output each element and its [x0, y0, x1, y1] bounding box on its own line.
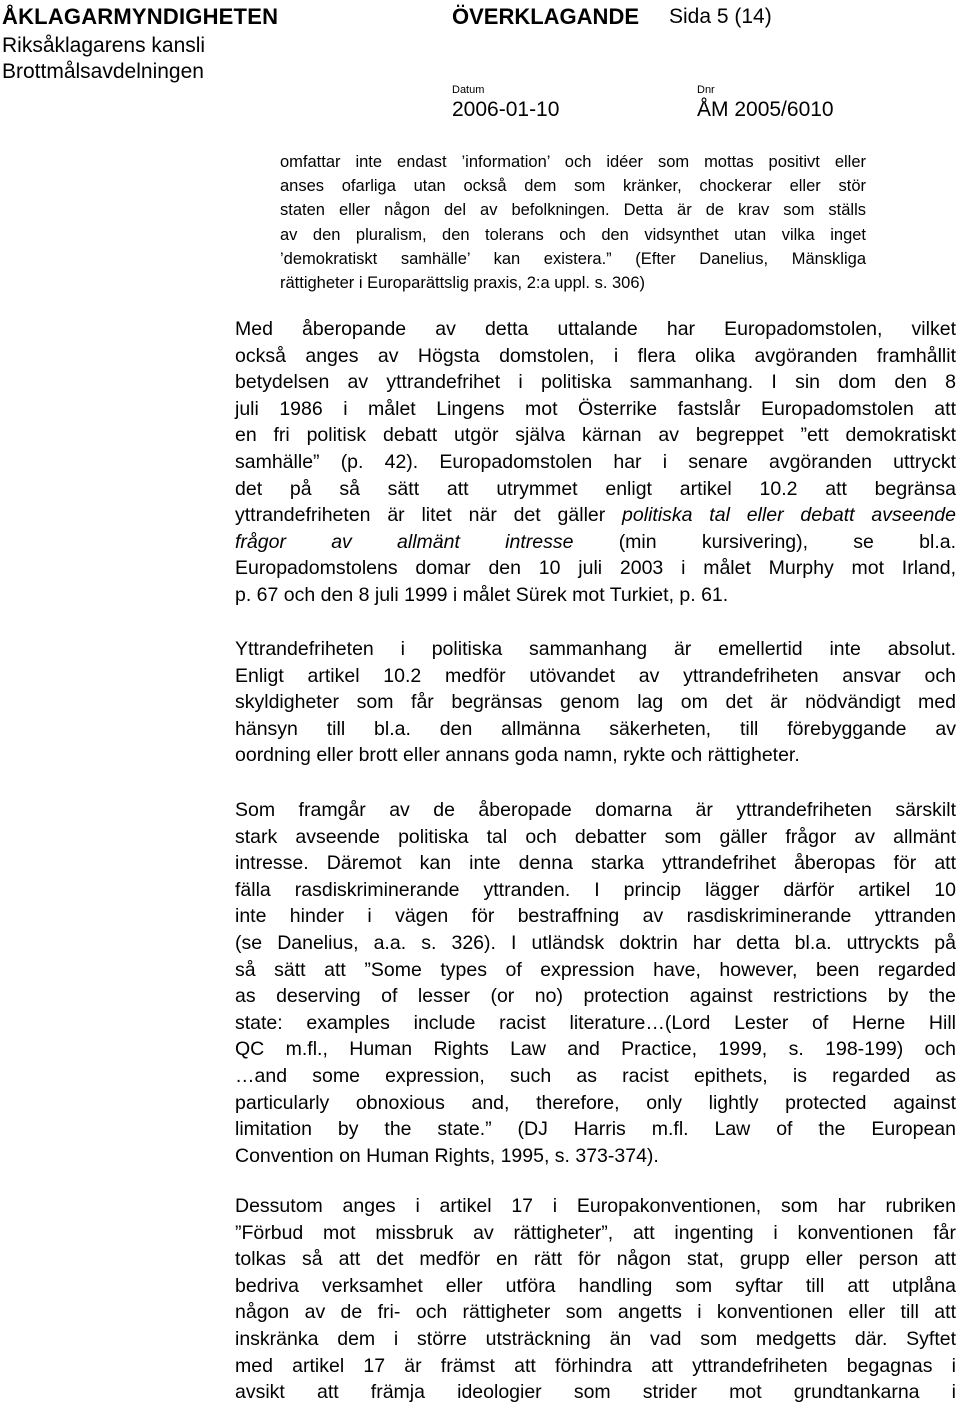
date-value: 2006-01-10	[452, 98, 560, 121]
text-line: en fri politisk debatt utgör själva kärnan av begreppet ”ett demokratiskt	[235, 424, 956, 447]
text-line: inte hinder i vägen för bestraffning av rasdiskriminerande yttranden	[235, 905, 956, 928]
quote-line: staten eller någon del av befolkningen. Detta är de krav som ställs	[280, 201, 866, 220]
text-line: …and some expression, such as racist epithets, is regarded as	[235, 1064, 956, 1087]
text-line: (se Danelius, a.a. s. 326). I utländsk doktrin har detta bl.a. uttryckts på	[235, 931, 956, 954]
text-segment: (min kursivering), se bl.a.	[573, 530, 956, 553]
quote-block	[280, 150, 866, 295]
text-line: bedriva verksamhet eller utföra handling som syftar till att utplåna	[235, 1274, 956, 1297]
text-line: state: examples include racist literature…(Lord Lester of Herne Hill	[235, 1011, 956, 1034]
document-type: ÖVERKLAGANDE	[452, 4, 640, 29]
quote-line: anses ofarliga utan också dem som kränker, chockerar eller stör	[280, 177, 866, 196]
paragraph-1	[235, 316, 956, 609]
italic-emphasis: politiska tal eller debatt avseende	[622, 504, 956, 527]
department-name: Riksåklagarens kansli	[2, 34, 206, 57]
text-line: ”Förbud mot missbruk av rättigheter”, att ingenting i konventionen får	[235, 1221, 956, 1244]
text-line: samhälle” (p. 42). Europadomstolen har i senare avgöranden uttryckt	[235, 450, 956, 473]
text-line: oordning eller brott eller annans goda namn, rykte och rättigheter.	[235, 744, 800, 767]
quote-line: av den pluralism, den tolerans och den vidsynthet utan vilka inget	[280, 225, 866, 244]
division-name: Brottmålsavdelningen	[2, 60, 204, 83]
text-line: det på så sätt att utrymmet enligt artikel 10.2 att begränsa	[235, 477, 956, 500]
page-number: Sida 5 (14)	[669, 5, 772, 28]
quote-line: rättigheter i Europarättslig praxis, 2:a uppl. s. 306)	[280, 273, 646, 292]
text-line: Med åberopande av detta uttalande har Europadomstolen, vilket	[235, 318, 956, 340]
organization-name: ÅKLAGARMYNDIGHETEN	[2, 4, 279, 29]
text-line: så sätt att ”Some types of expression have, however, been regarded	[235, 958, 956, 981]
text-line: particularly obnoxious and, therefore, only lightly protected against	[235, 1091, 956, 1114]
text-line: skyldigheter som får begränsas genom lag om det är nödvändigt med	[235, 691, 956, 714]
text-line: Dessutom anges i artikel 17 i Europakonventionen, som har rubriken	[235, 1195, 956, 1217]
text-line: med artikel 17 är främst att förhindra att yttrandefriheten begagnas i	[235, 1354, 956, 1377]
quote-line: ’demokratiskt samhälle’ kan existera.” (Efter Danelius, Mänskliga	[280, 249, 866, 268]
paragraph-3	[235, 797, 956, 1169]
text-line: inskränka dem i större utsträckning än vad som medgetts där. Syftet	[235, 1327, 956, 1350]
text-line: betydelsen av yttrandefrihet i politiska sammanhang. I sin dom den 8	[235, 371, 956, 394]
text-line: fälla rasdiskriminerande yttranden. I princip lägger därför artikel 10	[235, 878, 956, 901]
text-line: Yttrandefriheten i politiska sammanhang är emellertid inte absolut.	[235, 638, 956, 660]
text-line: avsikt att främja ideologier som strider mot grundtankarna i	[235, 1381, 956, 1404]
text-line: juli 1986 i målet Lingens mot Österrike fastslår Europadomstolen att	[235, 397, 956, 420]
text-line: p. 67 och den 8 juli 1999 i målet Sürek mot Turkiet, p. 61.	[235, 583, 729, 606]
text-line: as deserving of lesser (or no) protection against restrictions by the	[235, 985, 956, 1008]
text-line: stark avseende politiska tal och debatter som gäller frågor av allmänt	[235, 825, 956, 848]
text-line	[235, 529, 956, 556]
text-line	[235, 502, 956, 529]
text-line: intresse. Däremot kan inte denna starka yttrandefrihet åberopas för att	[235, 852, 956, 875]
paragraph-4	[235, 1193, 956, 1406]
dnr-label: Dnr	[697, 84, 715, 96]
text-line: limitation by the state.” (DJ Harris m.fl. Law of the European	[235, 1118, 956, 1141]
text-line: QC m.fl., Human Rights Law and Practice, 1999, s. 198-199) och	[235, 1038, 956, 1061]
text-line: Enligt artikel 10.2 medför utövandet av yttrandefriheten ansvar och	[235, 664, 956, 687]
text-line: tolkas så att det medför en rätt för någon stat, grupp eller person att	[235, 1248, 956, 1271]
text-line: Europadomstolens domar den 10 juli 2003 i målet Murphy mot Irland,	[235, 557, 956, 580]
quote-line: omfattar inte endast ’information’ och idéer som mottas positivt eller	[280, 153, 866, 171]
text-line: Som framgår av de åberopade domarna är yttrandefriheten särskilt	[235, 799, 956, 821]
paragraph-2	[235, 636, 956, 769]
text-line: hänsyn till bl.a. den allmänna säkerheten, till förebyggande av	[235, 717, 956, 740]
text-segment: yttrandefriheten är litet när det gäller	[235, 504, 623, 527]
text-line: Convention on Human Rights, 1995, s. 373-374).	[235, 1144, 659, 1167]
dnr-value: ÅM 2005/6010	[697, 98, 834, 121]
italic-emphasis: frågor av allmänt intresse	[235, 530, 574, 553]
text-line: någon av de fri- och rättigheter som angetts i konventionen eller till att	[235, 1301, 956, 1324]
text-line: också anges av Högsta domstolen, i flera olika avgöranden framhållit	[235, 344, 956, 367]
date-label: Datum	[452, 84, 485, 96]
